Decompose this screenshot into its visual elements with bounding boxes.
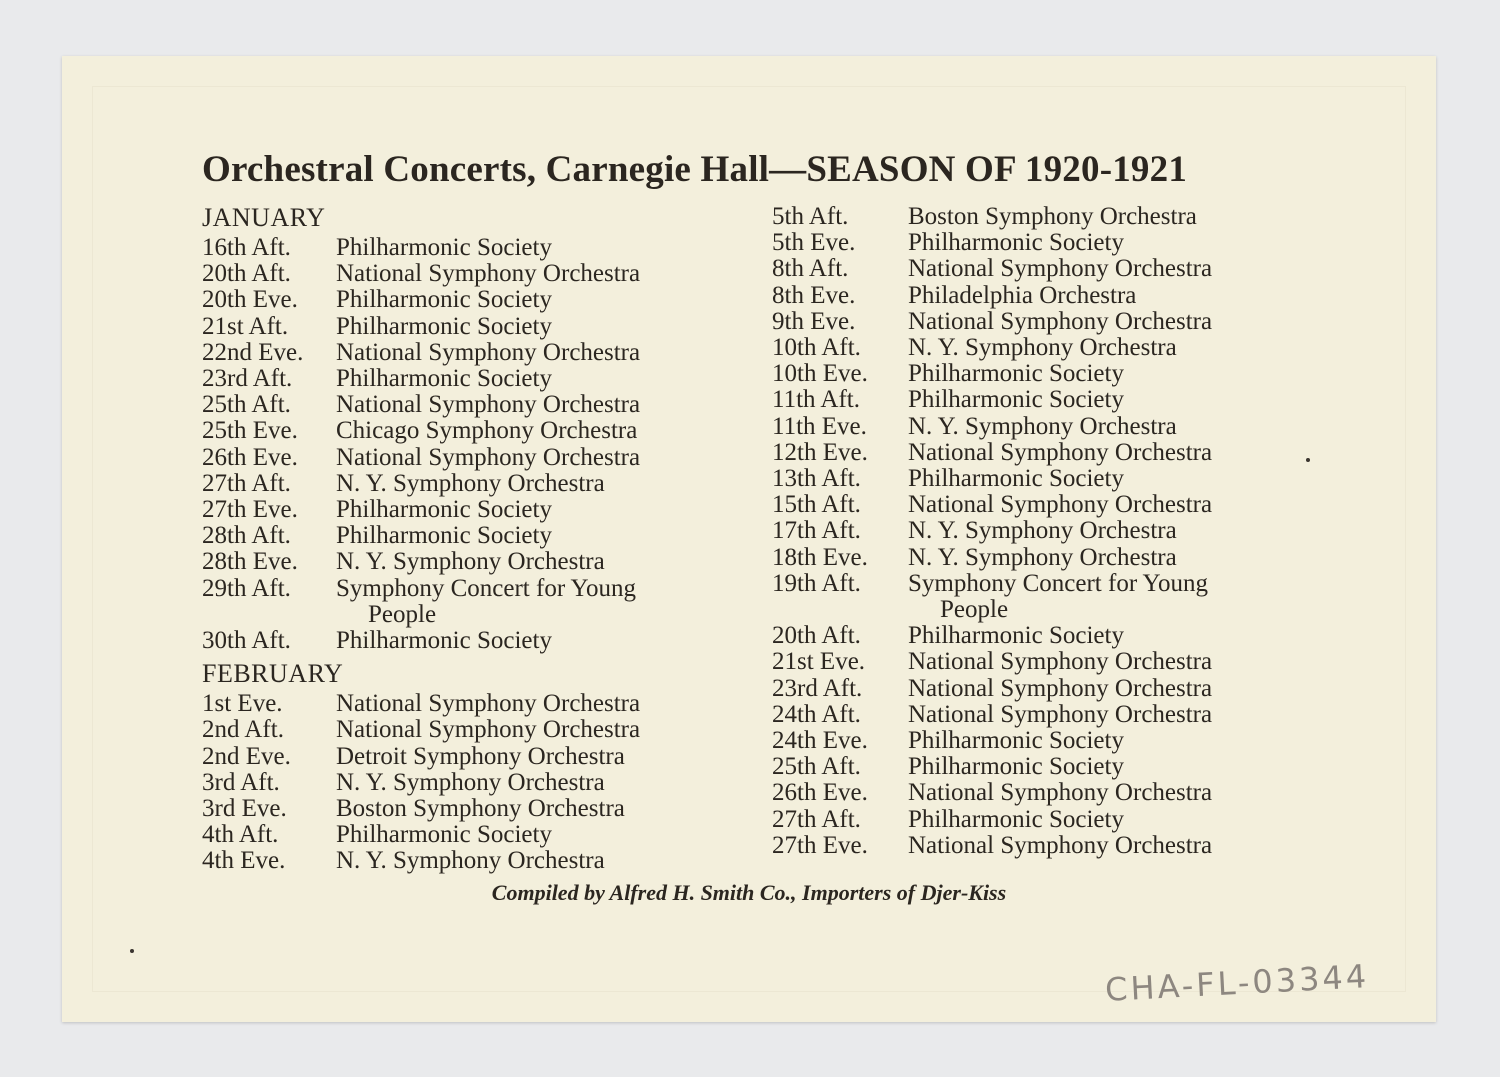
concert-date: 3rd Aft.: [202, 768, 280, 796]
concert-orchestra: [336, 287, 712, 313]
month-heading-february: FEBRUARY: [202, 659, 344, 689]
concert-entry: [202, 628, 712, 654]
concert-entry: [202, 549, 712, 575]
concert-date: 28th Aft.: [202, 522, 291, 550]
concert-orchestra: [908, 780, 1292, 806]
january-list: [202, 235, 712, 654]
concert-entry: [772, 833, 1292, 859]
compiled-by-credit: Compiled by Alfred H. Smith Co., Importers of Djer-Kiss: [491, 880, 1007, 905]
orchestra-name: Philharmonic Society: [336, 522, 552, 550]
concert-date: 11th Aft.: [772, 386, 860, 414]
orchestra-name: N. Y. Symphony Orchestra: [336, 548, 605, 576]
concert-orchestra: [908, 361, 1292, 387]
orchestra-name: Philharmonic Society: [908, 622, 1124, 650]
orchestra-name: Philharmonic Society: [336, 821, 552, 849]
orchestra-name: Philharmonic Society: [908, 360, 1124, 388]
concert-orchestra: [908, 256, 1292, 282]
concert-date: 4th Eve.: [202, 847, 286, 875]
paper-speck: [130, 949, 134, 953]
concert-entry: [772, 283, 1292, 309]
concert-entry: [202, 822, 712, 848]
orchestra-name: Philharmonic Society: [908, 805, 1124, 833]
orchestra-name: National Symphony Orchestra: [336, 690, 641, 718]
orchestra-name: National Symphony Orchestra: [908, 648, 1213, 676]
concert-orchestra: [908, 702, 1292, 728]
orchestra-name: Symphony Concert for Young: [336, 574, 637, 602]
concert-orchestra: [908, 649, 1292, 675]
concert-entry: [202, 471, 712, 497]
concert-orchestra: [336, 822, 712, 848]
orchestra-name: Chicago Symphony Orchestra: [336, 417, 638, 445]
orchestra-name: N. Y. Symphony Orchestra: [908, 543, 1177, 571]
concert-date: 26th Eve.: [772, 779, 868, 807]
catalog-number: CHA-FL-03344: [1104, 957, 1370, 1009]
orchestra-name: National Symphony Orchestra: [336, 338, 641, 366]
orchestra-name: National Symphony Orchestra: [908, 831, 1213, 859]
concert-orchestra: [336, 261, 712, 287]
concert-entry: [772, 335, 1292, 361]
orchestra-name: Philharmonic Society: [908, 727, 1124, 755]
concert-entry: [772, 807, 1292, 833]
concert-date: 18th Eve.: [772, 543, 868, 571]
orchestra-name: Symphony Concert for Young: [908, 569, 1209, 597]
concert-date: 15th Aft.: [772, 491, 861, 519]
concert-orchestra: [336, 770, 712, 796]
concert-orchestra: [908, 335, 1292, 361]
concert-date: 20th Aft.: [772, 622, 861, 650]
concert-entry: [772, 571, 1292, 623]
orchestra-name-continued: People: [368, 600, 437, 628]
concert-entry: [772, 230, 1292, 256]
concert-entry: [202, 392, 712, 418]
orchestra-name: National Symphony Orchestra: [908, 700, 1213, 728]
concert-orchestra: [908, 754, 1292, 780]
concert-entry: [202, 796, 712, 822]
orchestra-name: Philharmonic Society: [336, 286, 552, 314]
concert-orchestra: [336, 340, 712, 366]
concert-date: 29th Aft.: [202, 574, 291, 602]
concert-date: 2nd Aft.: [202, 716, 284, 744]
concert-date: 20th Aft.: [202, 260, 291, 288]
concert-entry: [202, 340, 712, 366]
concert-entry: [202, 314, 712, 340]
concert-date: 10th Aft.: [772, 334, 861, 362]
orchestra-name: National Symphony Orchestra: [908, 674, 1213, 702]
concert-orchestra: [908, 728, 1292, 754]
orchestra-name: Philharmonic Society: [336, 234, 552, 261]
concert-date: 11th Eve.: [772, 412, 867, 440]
concert-orchestra: [336, 691, 712, 717]
concert-date: 28th Eve.: [202, 548, 298, 576]
concert-date: 25th Aft.: [202, 391, 291, 419]
concert-date: 25th Eve.: [202, 417, 298, 445]
concert-orchestra: [336, 744, 712, 770]
orchestra-name: N. Y. Symphony Orchestra: [908, 517, 1177, 545]
concert-date: 27th Aft.: [202, 469, 291, 497]
concert-orchestra: [908, 283, 1292, 309]
orchestra-name: National Symphony Orchestra: [336, 443, 641, 471]
orchestra-name: National Symphony Orchestra: [336, 260, 641, 288]
concert-date: 27th Eve.: [202, 496, 298, 524]
concert-orchestra: [908, 492, 1292, 518]
concert-date: 3rd Eve.: [202, 795, 287, 823]
concert-entry: [202, 744, 712, 770]
concert-orchestra: [908, 309, 1292, 335]
concert-date: 21st Aft.: [202, 312, 289, 340]
concert-orchestra: [336, 445, 712, 471]
concert-entry: [772, 728, 1292, 754]
concert-entry: [202, 497, 712, 523]
concert-date: 24th Eve.: [772, 727, 868, 755]
concert-date: 26th Eve.: [202, 443, 298, 471]
month-heading-january: JANUARY: [202, 203, 326, 232]
concert-orchestra: [336, 576, 712, 628]
concert-entry: [202, 770, 712, 796]
orchestra-name: National Symphony Orchestra: [908, 779, 1213, 807]
concert-entry: [772, 545, 1292, 571]
paper-speck: [1306, 458, 1310, 462]
orchestra-name: N. Y. Symphony Orchestra: [336, 847, 605, 875]
orchestra-name: National Symphony Orchestra: [336, 716, 641, 744]
concert-entry: [772, 492, 1292, 518]
concert-entry: [772, 256, 1292, 282]
orchestra-name: N. Y. Symphony Orchestra: [908, 412, 1177, 440]
concert-date: 22nd Eve.: [202, 338, 304, 366]
concert-date: 8th Eve.: [772, 281, 856, 309]
orchestra-name: Boston Symphony Orchestra: [908, 203, 1197, 230]
concert-entry: [772, 387, 1292, 413]
concert-orchestra: [908, 676, 1292, 702]
concert-orchestra: [336, 418, 712, 444]
concert-date: 9th Eve.: [772, 307, 856, 335]
concert-entry: [202, 576, 712, 628]
concert-orchestra: [908, 387, 1292, 413]
orchestra-name: Philharmonic Society: [336, 496, 552, 524]
concert-entry: [202, 235, 712, 261]
concert-entry: [772, 623, 1292, 649]
concert-entry: [772, 414, 1292, 440]
concert-date: 16th Aft.: [202, 234, 291, 261]
concert-date: 20th Eve.: [202, 286, 298, 314]
concert-orchestra: [336, 628, 712, 654]
concert-orchestra: [336, 235, 712, 261]
orchestra-name: National Symphony Orchestra: [908, 491, 1213, 519]
page-title: Orchestral Concerts, Carnegie Hall—SEASON OF 1920-1921: [202, 149, 1188, 190]
orchestra-name: N. Y. Symphony Orchestra: [908, 334, 1177, 362]
orchestra-name: National Symphony Orchestra: [908, 255, 1213, 283]
concert-date: 21st Eve.: [772, 648, 866, 676]
concert-entry: [772, 204, 1292, 230]
concert-entry: [772, 309, 1292, 335]
concert-orchestra: [908, 571, 1292, 623]
concert-orchestra: [336, 497, 712, 523]
concert-date: 23rd Aft.: [772, 674, 863, 702]
concert-entry: [772, 754, 1292, 780]
concert-date: 12th Eve.: [772, 438, 868, 466]
concert-entry: [202, 418, 712, 444]
concert-orchestra: [908, 545, 1292, 571]
concert-entry: [202, 287, 712, 313]
concert-orchestra: [336, 314, 712, 340]
concert-orchestra: [336, 796, 712, 822]
concert-date: 23rd Aft.: [202, 365, 293, 393]
concert-date: 2nd Eve.: [202, 742, 291, 770]
concert-entry: [772, 702, 1292, 728]
orchestra-name: Philharmonic Society: [336, 627, 552, 655]
orchestra-name: National Symphony Orchestra: [908, 438, 1213, 466]
concert-orchestra: [908, 414, 1292, 440]
concert-entry: [202, 366, 712, 392]
orchestra-name: Philharmonic Society: [908, 229, 1124, 257]
orchestra-name: Philadelphia Orchestra: [908, 281, 1137, 309]
concert-entry: [772, 440, 1292, 466]
orchestra-name: N. Y. Symphony Orchestra: [336, 768, 605, 796]
concert-entry: [202, 445, 712, 471]
concert-date: 5th Eve.: [772, 229, 856, 257]
orchestra-name-continued: People: [940, 596, 1009, 624]
concert-orchestra: [336, 366, 712, 392]
concert-date: 27th Aft.: [772, 805, 861, 833]
orchestra-name: Boston Symphony Orchestra: [336, 795, 625, 823]
orchestra-name: N. Y. Symphony Orchestra: [336, 469, 605, 497]
concert-date: 13th Aft.: [772, 465, 861, 493]
concert-program-card: [62, 56, 1436, 1022]
concert-orchestra: [908, 807, 1292, 833]
concert-entry: [202, 523, 712, 549]
concert-entry: [202, 848, 712, 874]
concert-entry: [772, 780, 1292, 806]
concert-orchestra: [336, 848, 712, 874]
concert-date: 17th Aft.: [772, 517, 861, 545]
concert-entry: [202, 691, 712, 717]
concert-entry: [772, 676, 1292, 702]
concert-entry: [772, 361, 1292, 387]
orchestra-name: Philharmonic Society: [908, 465, 1124, 493]
concert-orchestra: [908, 833, 1292, 859]
concert-date: 1st Eve.: [202, 690, 283, 718]
concert-orchestra: [908, 230, 1292, 256]
orchestra-name: Detroit Symphony Orchestra: [336, 742, 625, 770]
concert-date: 4th Aft.: [202, 821, 279, 849]
concert-entry: [772, 466, 1292, 492]
orchestra-name: Philharmonic Society: [908, 753, 1124, 781]
concert-date: 8th Aft.: [772, 255, 849, 283]
concert-orchestra: [336, 392, 712, 418]
orchestra-name: Philharmonic Society: [336, 365, 552, 393]
concert-date: 25th Aft.: [772, 753, 861, 781]
concert-date: 10th Eve.: [772, 360, 868, 388]
concert-date: 24th Aft.: [772, 700, 861, 728]
concert-date: 27th Eve.: [772, 831, 868, 859]
concert-orchestra: [908, 623, 1292, 649]
concert-orchestra: [908, 466, 1292, 492]
orchestra-name: Philharmonic Society: [908, 386, 1124, 414]
left-column: [202, 204, 712, 875]
concert-date: 19th Aft.: [772, 569, 861, 597]
concert-entry: [202, 261, 712, 287]
february-continued-list: [772, 204, 1292, 859]
concert-entry: [772, 649, 1292, 675]
right-column: [772, 204, 1292, 859]
orchestra-name: National Symphony Orchestra: [908, 307, 1213, 335]
orchestra-name: Philharmonic Society: [336, 312, 552, 340]
february-list: [202, 691, 712, 874]
concert-date: 5th Aft.: [772, 203, 849, 230]
concert-orchestra: [336, 717, 712, 743]
concert-orchestra: [908, 440, 1292, 466]
concert-orchestra: [336, 523, 712, 549]
concert-orchestra: [908, 518, 1292, 544]
orchestra-name: National Symphony Orchestra: [336, 391, 641, 419]
concert-orchestra: [336, 549, 712, 575]
concert-entry: [202, 717, 712, 743]
concert-orchestra: [336, 471, 712, 497]
concert-date: 30th Aft.: [202, 627, 291, 655]
concert-orchestra: [908, 204, 1292, 230]
concert-entry: [772, 518, 1292, 544]
